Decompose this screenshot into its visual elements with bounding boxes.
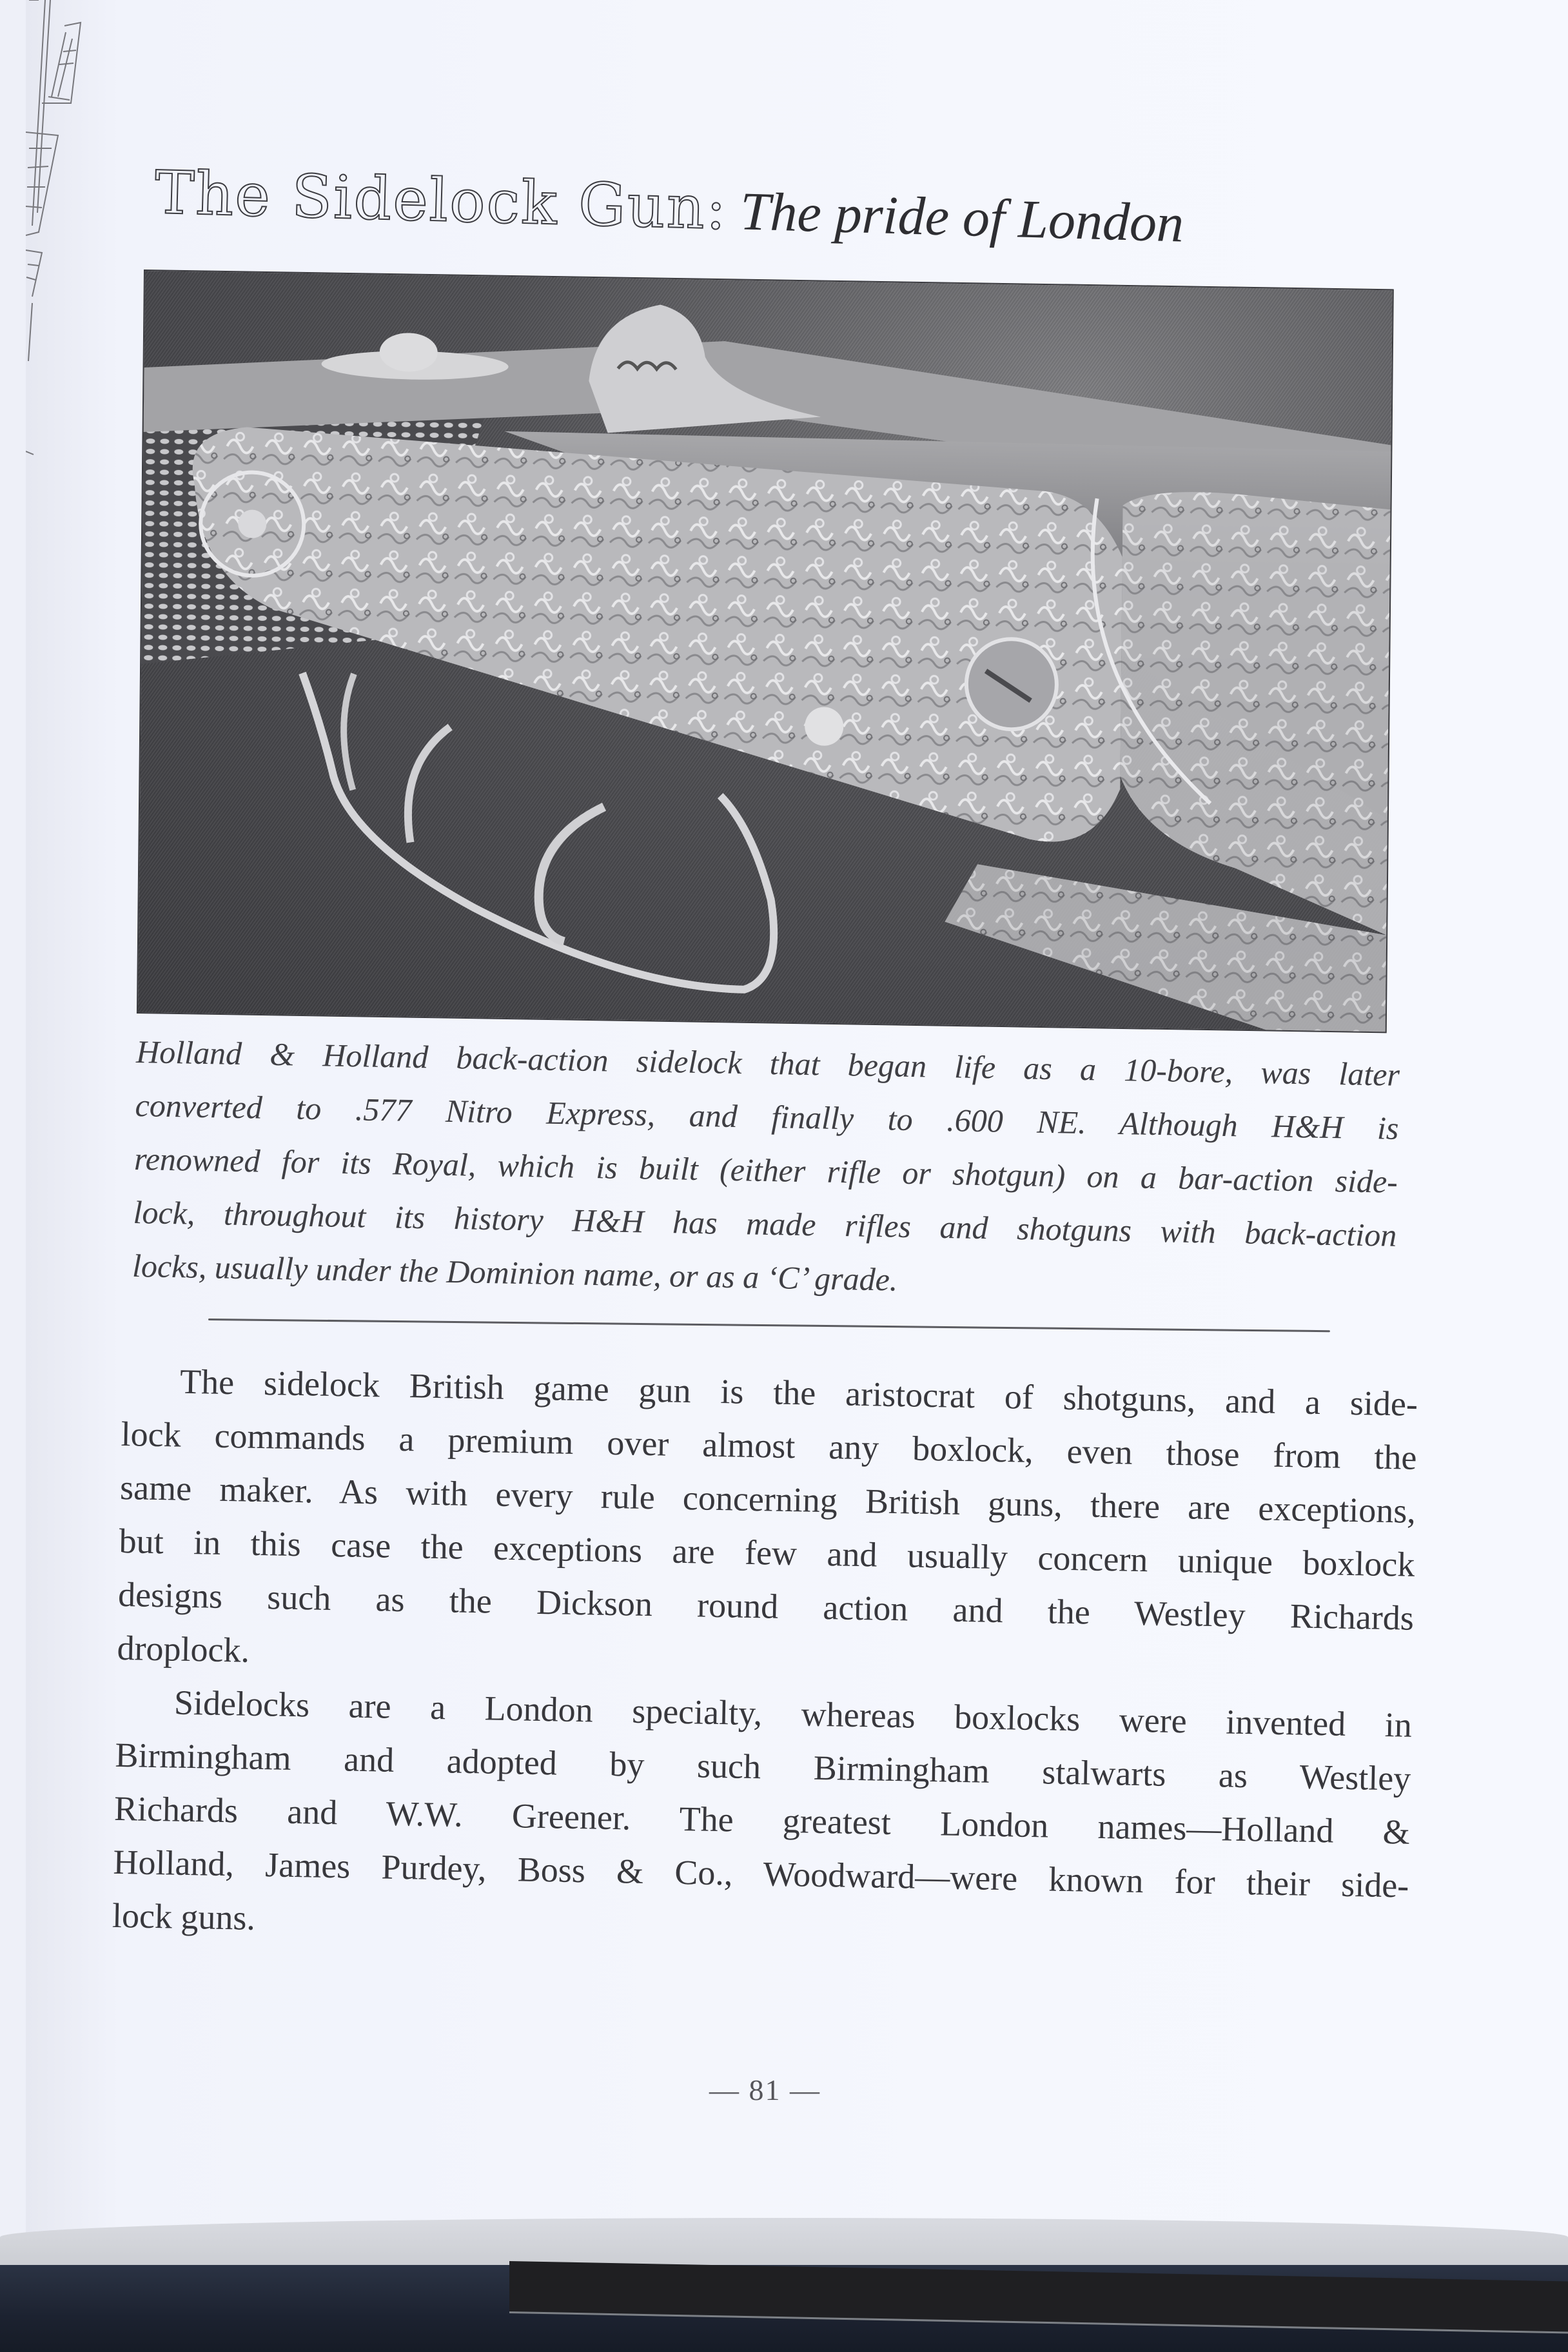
caption-line: locks, usually under the Dominion name, or as a ‘C’ grade. bbox=[132, 1247, 898, 1298]
text-line: The sidelock British game gun is the aristocrat of shotguns, and a side- bbox=[179, 1362, 1418, 1424]
text-line: droplock. bbox=[117, 1628, 250, 1670]
photo-caption bbox=[132, 1025, 1400, 1316]
title-main: The Sidelock Gun: bbox=[153, 158, 729, 243]
text-line: lock commands a premium over almost any boxlock, even those from the bbox=[121, 1414, 1417, 1477]
caption-line: lock, throughout its history H&H has made rifles and shotguns with back-action bbox=[133, 1193, 1397, 1253]
text-line: same maker. As with every rule concerning British guns, there are exceptions, bbox=[119, 1467, 1416, 1531]
page-number: — 81 — bbox=[709, 2073, 821, 2106]
text-line: lock guns. bbox=[112, 1896, 256, 1937]
text-line: but in this case the exceptions are few and usually concern unique boxlock bbox=[119, 1521, 1415, 1584]
caption-line: Holland & Holland back-action sidelock that began life as a 10-bore, was later bbox=[135, 1033, 1400, 1093]
sidelock-gun-photo bbox=[137, 270, 1394, 1033]
body-text bbox=[112, 1354, 1418, 1966]
text-line: Richards and W.W. Greener. The greatest London names—Holland & bbox=[113, 1788, 1411, 1852]
paragraph bbox=[117, 1354, 1418, 1699]
facing-page-sketch bbox=[26, 0, 87, 2192]
text-line: designs such as the Dickson round action and the Westley Richards bbox=[117, 1574, 1415, 1638]
paragraph bbox=[112, 1675, 1412, 1966]
text-line: Sidelocks are a London specialty, whereas boxlocks were invented in bbox=[173, 1683, 1413, 1745]
text-line: Birmingham and adopted by such Birmingham stalwarts as Westley bbox=[115, 1735, 1411, 1798]
page-title bbox=[154, 158, 1251, 257]
text-line: Holland, James Purdey, Boss & Co., Woodward—were known for their side- bbox=[113, 1842, 1409, 1905]
gun-illustration bbox=[138, 271, 1393, 1032]
caption-line: renowned for its Royal, which is built (either rifle or shotgun) on a bar-action side- bbox=[133, 1140, 1398, 1200]
book-page bbox=[26, 0, 1568, 2276]
title-subtitle: The pride of London bbox=[739, 181, 1185, 254]
section-divider bbox=[208, 1318, 1330, 1332]
caption-line: converted to .577 Nitro Express, and finally to .600 NE. Although H&H is bbox=[135, 1086, 1399, 1146]
